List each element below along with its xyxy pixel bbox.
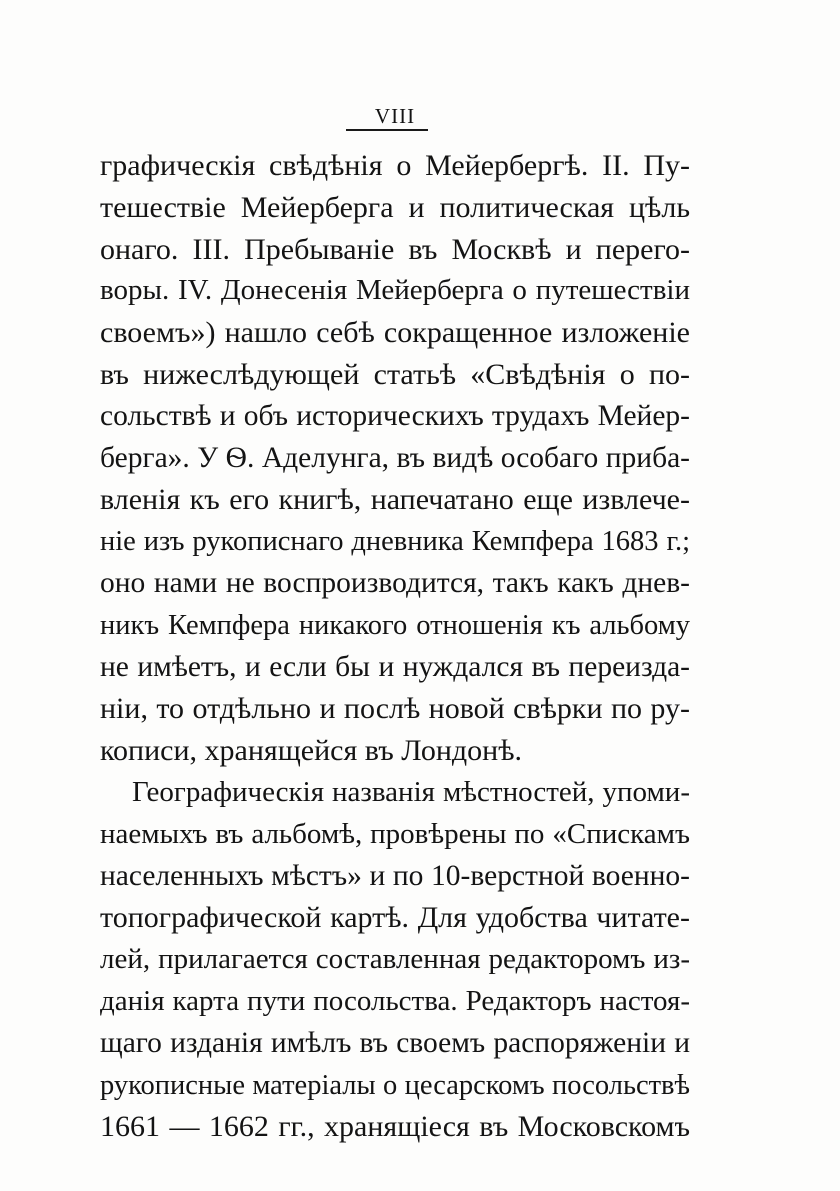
text-line: кописи, хранящейся въ Лондонѣ. — [100, 734, 522, 768]
text-line: рукописные матеріалы о цесарскомъ посольствѣ — [100, 1069, 690, 1101]
text-line: тешествіе Мейерберга и политическая цѣль — [100, 190, 690, 224]
text-line: 1661 — 1662 гг., хранящіеся въ Московскомъ — [100, 1110, 690, 1144]
page-number-rule — [346, 129, 428, 131]
text-line: своемъ») нашло себѣ сокращенное изложеніе — [100, 316, 690, 350]
text-line: топографической картѣ. Для удобства читате- — [100, 901, 690, 935]
text-line: щаго изданія имѣлъ въ своемъ распоряженіи и — [100, 1026, 690, 1059]
text-line: онаго. III. Пребываніе въ Москвѣ и перего- — [100, 232, 690, 266]
text-line: оно нами не воспроизводится, такъ какъ днев- — [100, 566, 690, 599]
page-number: VIII — [374, 104, 416, 128]
text-line: населенныхъ мѣстъ» и по 10-верстной военно- — [100, 859, 690, 892]
body-text — [100, 145, 690, 1148]
text-line: никъ Кемпфера никакого отношенія къ альбому — [100, 609, 690, 641]
text-line: графическія свѣдѣнія о Мейербергѣ. II. Пу- — [100, 149, 690, 182]
text-line: воры. IV. Донесенія Мейерберга о путешествіи — [100, 274, 690, 307]
text-line: наемыхъ въ альбомѣ, провѣрены по «Спискамъ — [100, 817, 690, 850]
text-line: берга». У Ѳ. Аделунга, въ видѣ особаго приба- — [100, 441, 690, 474]
text-line: въ нижеслѣдующей статьѣ «Свѣдѣнія о по- — [100, 357, 690, 391]
text-line: ніи, то отдѣльно и послѣ новой свѣрки по ру- — [100, 692, 690, 726]
text-line: данія карта пути посольства. Редакторъ настоя- — [100, 984, 690, 1017]
text-line: сольствѣ и объ историческихъ трудахъ Мейер- — [100, 399, 690, 432]
text-line: не имѣетъ, и если бы и нуждался въ переизда- — [100, 650, 690, 683]
text-line: вленія къ его книгѣ, напечатано еще извлече- — [100, 483, 690, 517]
text-line: ніе изъ рукописнаго дневника Кемпфера 1683 г.; — [100, 526, 690, 558]
text-line: лей, прилагается составленная редакторомъ из- — [100, 943, 690, 976]
text-line: Географическія названія мѣстностей, упоми- — [132, 775, 690, 808]
